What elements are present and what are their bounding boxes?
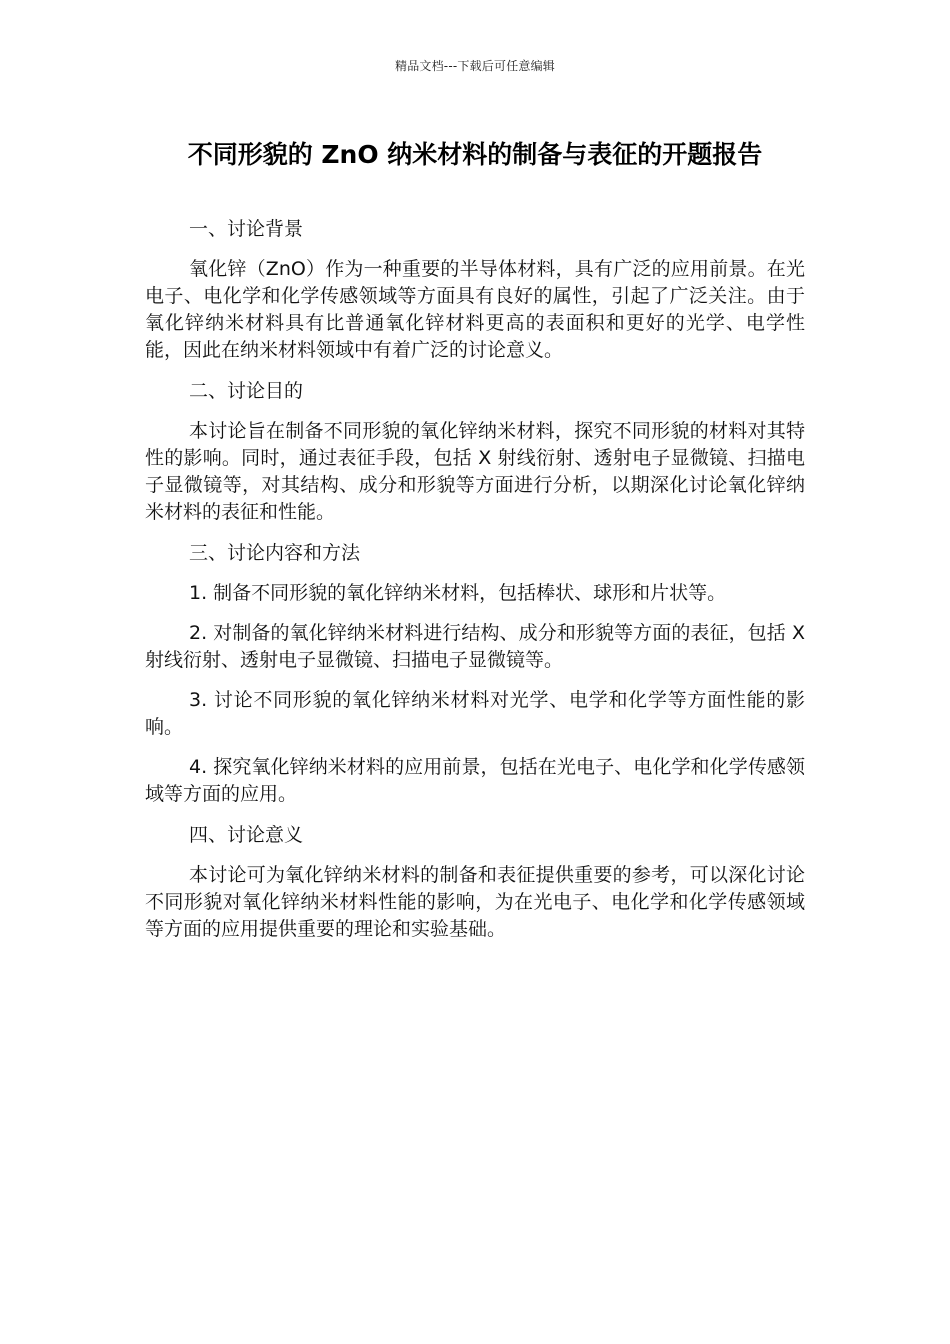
list-item-method-4: 4. 探究氧化锌纳米材料的应用前景，包括在光电子、电化学和化学传感领域等方面的应用。	[145, 756, 805, 805]
section-heading-significance: 四、讨论意义	[189, 824, 304, 846]
header-note: 精品文档---下载后可任意编辑	[395, 59, 555, 73]
paragraph-significance: 本讨论可为氧化锌纳米材料的制备和表征提供重要的参考，可以深化讨论不同形貌对氧化锌纳米材料性能的影响，为在光电子、电化学和化学传感领域等方面的应用提供重要的理论和实验基础。	[145, 864, 805, 940]
paragraph-background: 氧化锌（ZnO）作为一种重要的半导体材料，具有广泛的应用前景。在光电子、电化学和化学传感领域等方面具有良好的属性，引起了广泛关注。由于氧化锌纳米材料具有比普通氧化锌材料更高的表面积和更好的光学、电学性能，因此在纳米材料领域中有着广泛的讨论意义。	[145, 258, 805, 361]
list-item-method-2: 2. 对制备的氧化锌纳米材料进行结构、成分和形貌等方面的表征，包括 X 射线衍射、透射电子显微镜、扫描电子显微镜等。	[145, 622, 805, 671]
section-heading-purpose: 二、讨论目的	[189, 380, 304, 402]
document-body	[145, 215, 805, 956]
document-title: 不同形貌的 ZnO 纳米材料的制备与表征的开题报告	[187, 140, 763, 169]
list-item-method-3: 3. 讨论不同形貌的氧化锌纳米材料对光学、电学和化学等方面性能的影响。	[145, 689, 805, 738]
paragraph-purpose: 本讨论旨在制备不同形貌的氧化锌纳米材料，探究不同形貌的材料对其特性的影响。同时，通过表征手段，包括 X 射线衍射、透射电子显微镜、扫描电子显微镜等，对其结构、成分和形貌等方面进行分析，以期深化讨论氧化锌纳米材料的表征和性能。	[145, 420, 805, 523]
list-item-method-1: 1. 制备不同形貌的氧化锌纳米材料，包括棒状、球形和片状等。	[189, 582, 727, 604]
section-heading-background: 一、讨论背景	[189, 218, 304, 240]
section-heading-content-methods: 三、讨论内容和方法	[189, 542, 361, 564]
